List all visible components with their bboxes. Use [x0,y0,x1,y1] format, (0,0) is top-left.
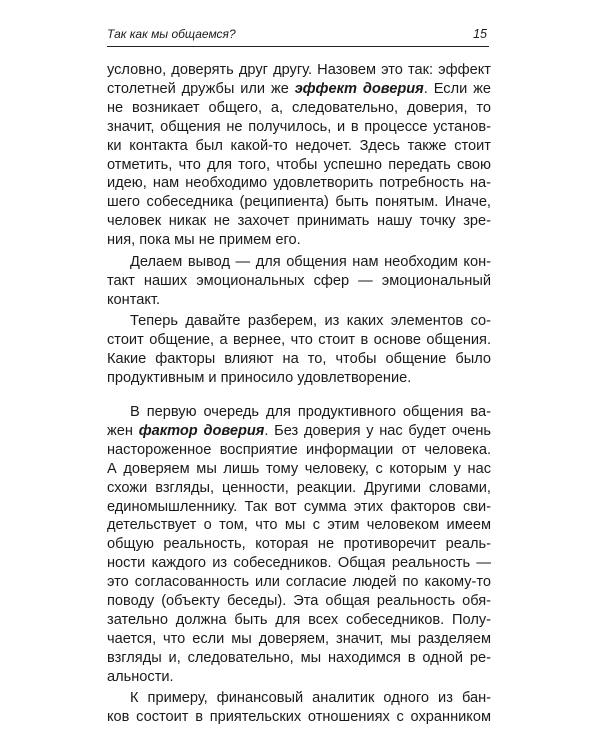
text-line: отметить, что для того, чтобы успешно передать свою [107,157,491,173]
text-line: стоит общение, а вернее, что стоит в основе общения. [107,332,491,348]
text-line: общую реальность, которая не противоречит реаль- [107,536,491,552]
header-rule [107,46,489,47]
text-span: жен [107,423,133,439]
text-line: схожи взгляды, ценности, реакции. Другими словами, [107,480,491,496]
emphasis-term: фактор доверия [138,423,265,439]
running-header [107,27,487,45]
text-line: это согласованность или согласие людей по какому-то [107,574,491,590]
emphasis-term: эффект доверия [294,81,424,97]
text-line: значит, общения не получилось, и в процессе установ- [107,119,491,135]
text-line: Теперь давайте разберем, из каких элементов со- [130,313,491,329]
text-line: альности. [107,669,174,685]
text-line: ния, пока мы не примем его. [107,232,301,248]
text-line: поводу (объекту беседы). Эта общая реальность обя- [107,593,491,609]
text-line: К примеру, финансовый аналитик одного из бан- [130,690,491,706]
text-line: ности каждого из собеседников. Общая реальность — [107,555,491,571]
text-line: настороженное восприятие информации от человека. [107,442,491,458]
text-line: детельствует о том, что мы с этим человеком имеем [107,517,491,533]
text-line: зательно должна быть для всех собеседников. Полу- [107,612,491,628]
text-line: условно, доверять друг другу. Назовем это так: эффект [107,62,491,78]
running-title: Так как мы общаемся? [107,27,236,41]
text-line: чается, что если мы доверяем, значит, мы разделяем [107,631,491,647]
text-line: взгляды и, следовательно, мы находимся в одной ре- [107,650,491,666]
text-line: Делаем вывод — для общения нам необходим кон- [130,254,491,270]
text-line [107,423,491,440]
text-line: единомышленнику. Так вот сумма этих факторов сви- [107,499,491,515]
text-line: А доверяем мы лишь тому человеку, с которым у нас [107,461,491,477]
page-number: 15 [473,27,487,41]
text-line: идею, нам необходимо удовлетворить потребность на- [107,175,491,191]
text-span: столетней дружбы или же [107,81,289,97]
text-line [107,81,491,98]
text-line: В первую очередь для продуктивного общения ва- [130,404,491,420]
text-line: контакт. [107,292,161,308]
text-line: такт наших эмоциональных сфер — эмоциональный [107,273,491,289]
text-line: Какие факторы влияют на то, чтобы общение было [107,351,491,367]
text-line: шего собеседника (реципиента) быть понятым. Иначе, [107,194,491,210]
text-line: ков состоит в приятельских отношениях с охранником [107,709,491,725]
text-line: человек никак не захочет принимать нашу точку зре- [107,213,491,229]
text-span: . Если же [423,81,492,97]
text-line: ки контакта был какой-то недочет. Здесь также стоит [107,138,491,154]
text-line: продуктивным и приносило удовлетворение. [107,370,412,386]
text-span: . Без доверия у нас будет очень [264,423,491,439]
text-line: не возникает общего, а, следовательно, доверия, то [107,100,491,116]
